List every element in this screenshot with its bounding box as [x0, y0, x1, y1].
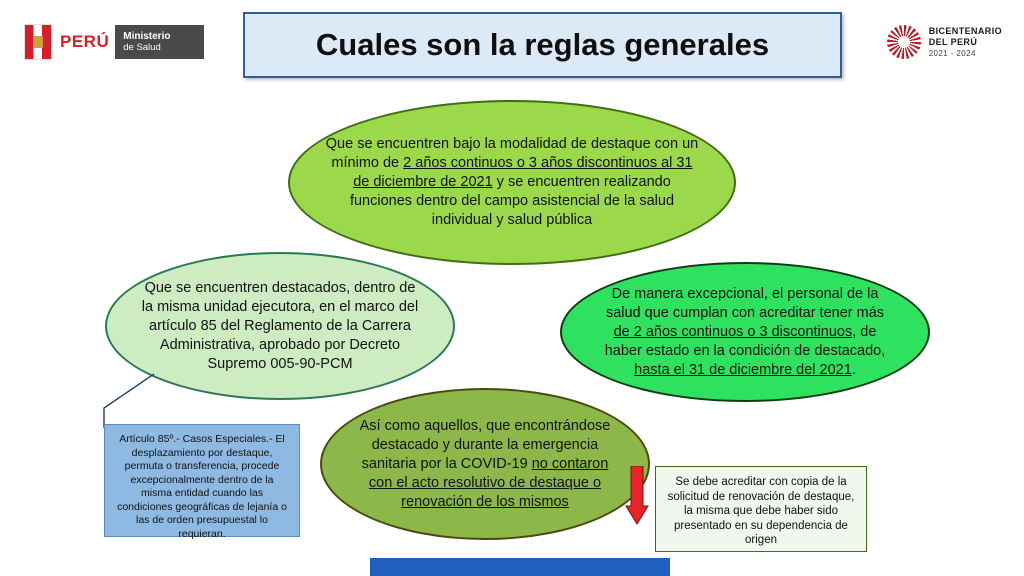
bicentenario-line-1: BICENTENARIO [928, 25, 1002, 36]
note-articulo-85 [104, 424, 300, 540]
rule-ellipse-top-text: Que se encuentren bajo la modalidad de destaque con un mínimo de 2 años continuos o 3 años discontinuos al 31 de diciembre de 2021 y se encuentren realizando funciones dentro del campo asistencial de la salud individual y salud pública [325, 136, 699, 228]
note-articulo-85-text: Artículo 85º.- Casos Especiales.- El desplazamiento por destaque, permuta o transferencia, procede excepcionalmente dentro de la misma entidad cuando las condiciones geográficas de lejanía o las de orden presupuestal lo requieran. [117, 433, 287, 540]
rule-ellipse-right [560, 262, 930, 402]
red-arrow-icon [625, 466, 649, 526]
rule-ellipse-top [288, 100, 736, 265]
bicentenario-line-2: DEL PERÚ [928, 36, 978, 47]
left-margin-rail [0, 0, 16, 576]
page-title: Cuales son la reglas generales [315, 27, 770, 62]
ministry-line-1: Ministerio [123, 31, 171, 42]
minsa-logo [24, 18, 204, 66]
bicentenario-logo [887, 20, 1002, 64]
peru-wordmark: PERÚ [60, 32, 110, 51]
note-acreditacion-text: Se debe acreditar con copia de la solicitud de renovación de destaque, la misma que debe haber sido presentado en su dependencia de origen [667, 476, 855, 546]
ministry-line-2: de Salud [123, 42, 161, 53]
peru-flag-icon [24, 24, 52, 60]
note-acreditacion [655, 466, 867, 552]
rule-ellipse-left-text: Que se encuentren destacados, dentro de la misma unidad ejecutora, en el marco del artículo 85 del Reglamento de la Carrera Administrativa, aprobado por Decreto Supremo 005-90-PCM [141, 279, 419, 372]
rule-ellipse-bottom-text: Así como aquellos, que encontrándose destacado y durante la emergencia sanitaria por la COVID-19 no contaron con el acto resolutivo de destaque o renovación de los mismos [359, 417, 611, 510]
bicentenario-years: 2021 - 2024 [928, 48, 976, 58]
bicentenario-mark-icon [887, 25, 921, 59]
rule-ellipse-bottom [320, 388, 650, 540]
bottom-accent-bar [370, 558, 670, 576]
rule-ellipse-right-text: De manera excepcional, el personal de la salud que cumplan con acreditar tener más de 2 años continuos o 3 discontinuos, de haber estado en la condición de destacado, hasta el 31 de diciembre del 2021. [604, 285, 886, 378]
rule-ellipse-left [105, 252, 455, 400]
bicentenario-text [929, 26, 1002, 59]
ministry-label [115, 25, 204, 59]
connector-line [96, 372, 156, 430]
slide-title-box [243, 12, 842, 78]
